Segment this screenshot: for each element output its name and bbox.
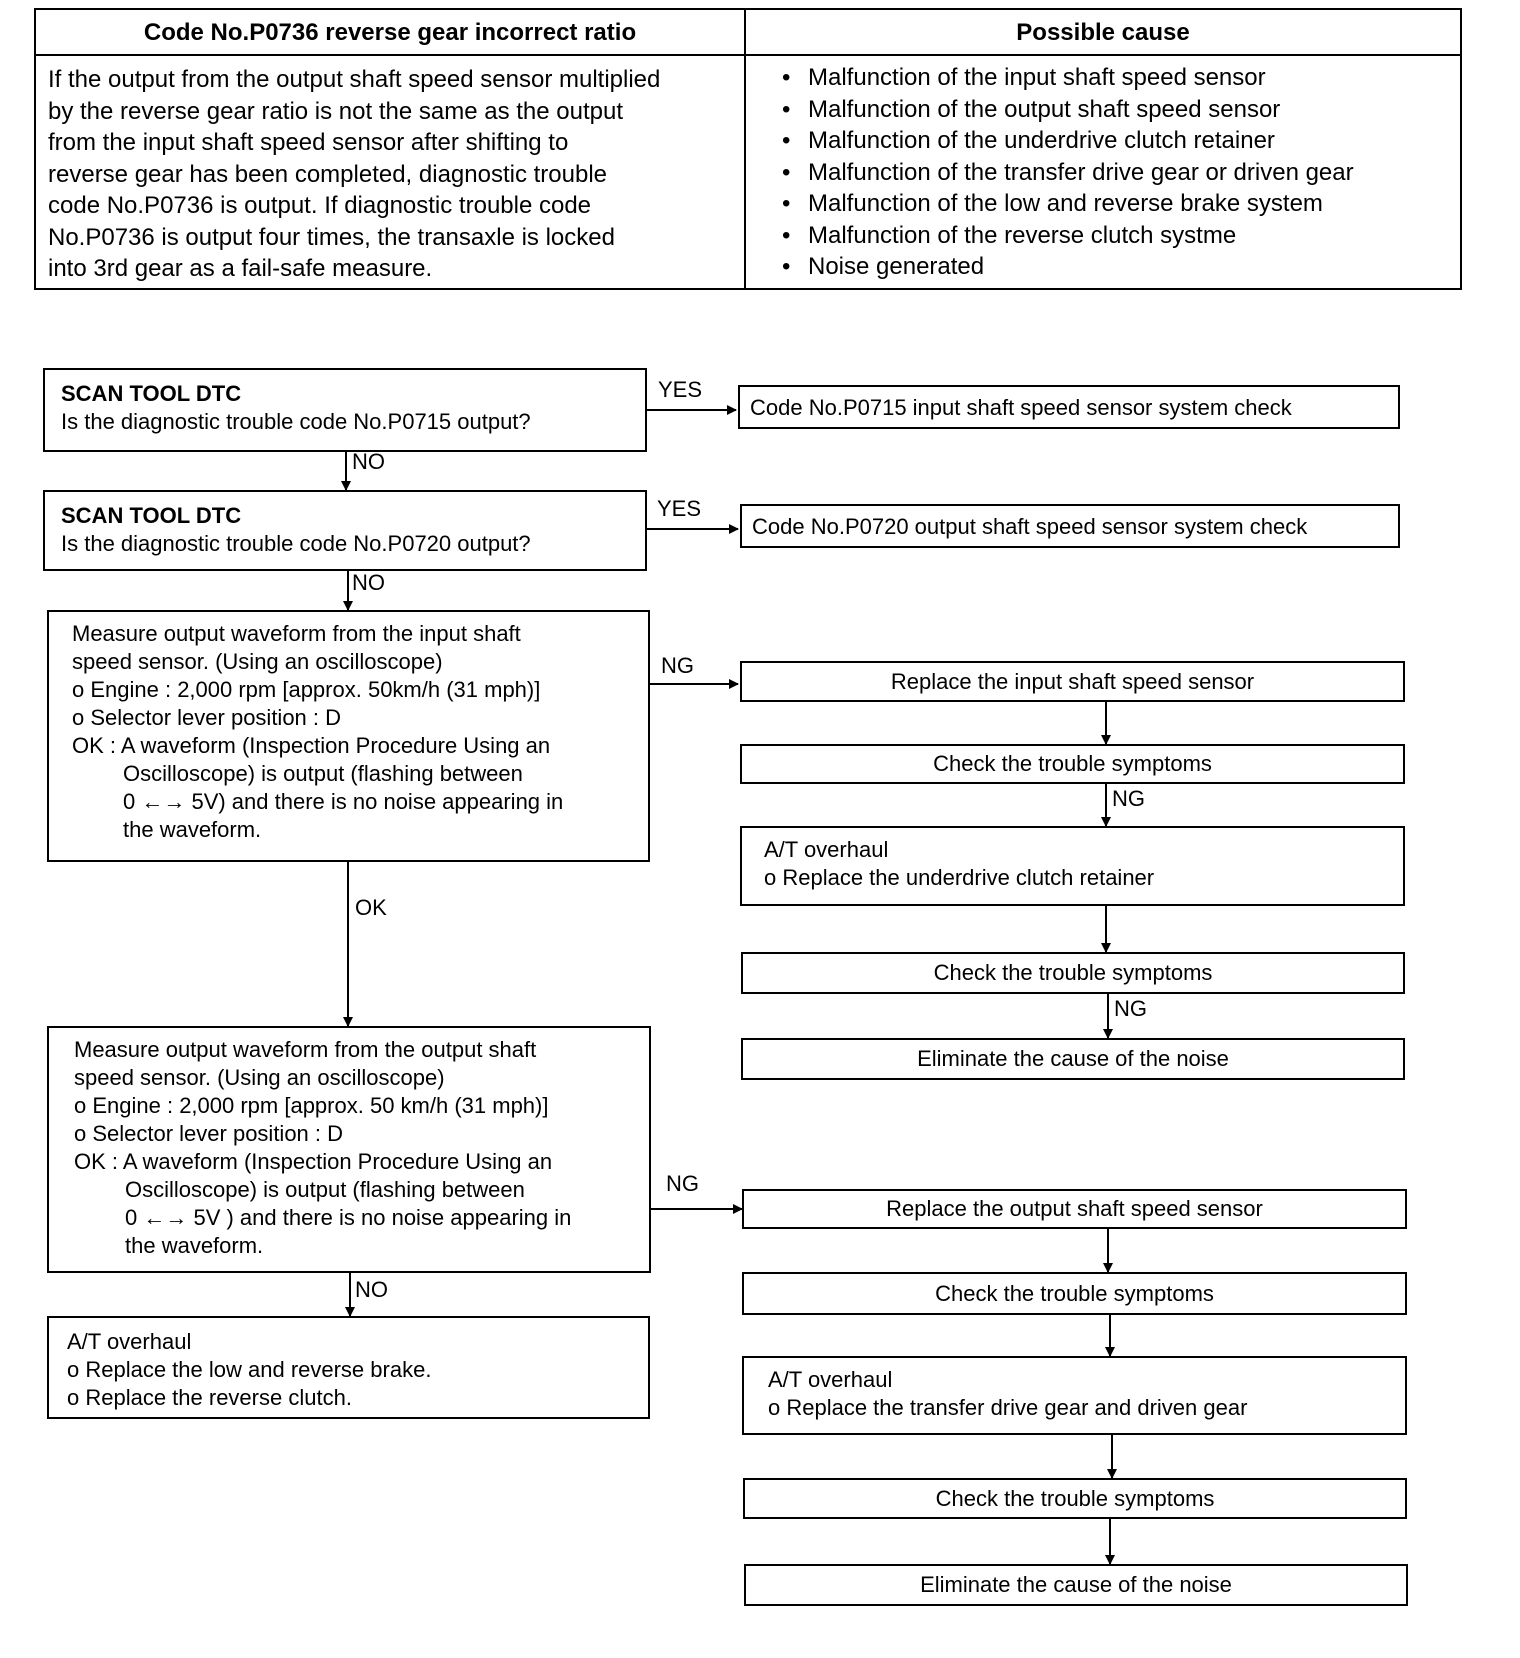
step3-line: o Engine : 2,000 rpm [approx. 50km/h (31 mph)]: [72, 677, 541, 702]
step3-line: OK : A waveform (Inspection Procedure Using an: [72, 733, 551, 758]
overhaul-transfer-box: [742, 1356, 1407, 1435]
yes-label: YES: [658, 377, 703, 402]
cause-item: • Malfunction of the input shaft speed sensor: [782, 62, 1460, 94]
replace-input-sensor-text: Replace the input shaft speed sensor: [890, 668, 1255, 694]
step4-line: o Selector lever position : D: [74, 1121, 344, 1146]
yes-label: YES: [657, 496, 702, 521]
step4-line: the waveform.: [125, 1233, 264, 1258]
p0720-check-text: Code No.P0720 output shaft speed sensor system check: [752, 514, 1308, 539]
ng-label: NG: [1112, 786, 1145, 811]
cause-item: • Malfunction of the low and reverse brake system: [782, 188, 1460, 220]
ok-label: OK: [355, 895, 387, 920]
replace-input-sensor-box: [740, 661, 1405, 702]
step3-box: [47, 610, 650, 862]
step2-box: [43, 490, 647, 571]
check-symptoms-box: [742, 1272, 1407, 1315]
cause-header: Possible cause: [746, 10, 1460, 56]
overhaul-item: o Replace the transfer drive gear and driven gear: [768, 1395, 1248, 1420]
eliminate-noise-text: Eliminate the cause of the noise: [920, 1572, 1232, 1597]
cause-item: • Malfunction of the output shaft speed sensor: [782, 94, 1460, 126]
step4-line: speed sensor. (Using an oscilloscope): [74, 1065, 445, 1090]
replace-output-sensor-box: [742, 1189, 1407, 1229]
code-description: If the output from the output shaft speed sensor multiplied by the reverse gear ratio is not the same as the output from the input shaft speed sensor after shifting to reverse gear has been completed, diagnostic trouble code No.P0736 is output. If diagnostic trouble code No.P0736 is output four times, the transaxle is locked into 3rd gear as a fail-safe measure.: [48, 66, 661, 282]
step3-line: o Selector lever position : D: [72, 705, 342, 730]
step3-line: the waveform.: [123, 817, 262, 842]
step2-question: Is the diagnostic trouble code No.P0720 output?: [61, 531, 531, 556]
check-symptoms-text: Check the trouble symptoms: [935, 1280, 1214, 1306]
no-label: NO: [352, 449, 385, 474]
step3-line: Measure output waveform from the input shaft: [72, 621, 521, 646]
check-symptoms-box: [743, 1478, 1407, 1519]
cause-item: • Noise generated: [782, 251, 1460, 283]
step3-line: 0 ←→ 5V) and there is no noise appearing in: [123, 789, 564, 814]
p0715-check-text: Code No.P0715 input shaft speed sensor system check: [750, 395, 1292, 420]
overhaul-title: A/T overhaul: [764, 837, 889, 862]
overhaul-underdrive-box: [740, 826, 1405, 906]
cause-item: • Malfunction of the reverse clutch systme: [782, 220, 1460, 252]
step1-box: [43, 368, 647, 452]
p0720-check-box: [740, 504, 1400, 548]
step4-box: [47, 1026, 651, 1273]
check-symptoms-box: [740, 744, 1405, 784]
no-label: NO: [355, 1277, 388, 1302]
step3-line: Oscilloscope) is output (flashing between: [123, 761, 523, 786]
ng-label: NG: [661, 653, 694, 678]
eliminate-noise-box: [744, 1564, 1408, 1606]
check-symptoms-text: Check the trouble symptoms: [933, 960, 1213, 985]
step4-line: Oscilloscope) is output (flashing between: [125, 1177, 525, 1202]
step5-box: [47, 1316, 650, 1419]
eliminate-noise-text: Eliminate the cause of the noise: [917, 1046, 1229, 1071]
code-header: Code No.P0736 reverse gear incorrect ratio: [36, 10, 744, 56]
step1-question: Is the diagnostic trouble code No.P0715 output?: [61, 409, 531, 434]
ng-label: NG: [1114, 996, 1147, 1021]
p0715-check-box: [738, 385, 1400, 429]
step3-line: speed sensor. (Using an oscilloscope): [72, 649, 443, 674]
step4-line: 0 ←→ 5V ) and there is no noise appearing in: [125, 1205, 572, 1230]
replace-output-sensor-text: Replace the output shaft speed sensor: [886, 1196, 1263, 1221]
step1-title: SCAN TOOL DTC: [61, 381, 242, 406]
step4-line: OK : A waveform (Inspection Procedure Using an: [74, 1149, 553, 1174]
step2-title: SCAN TOOL DTC: [61, 503, 242, 528]
cause-item: • Malfunction of the transfer drive gear or driven gear: [782, 157, 1460, 189]
no-label: NO: [352, 570, 385, 595]
ng-label: NG: [666, 1171, 699, 1196]
step5-title: A/T overhaul: [67, 1329, 192, 1354]
overhaul-item: o Replace the underdrive clutch retainer: [764, 865, 1155, 890]
check-symptoms-box: [741, 952, 1405, 994]
step4-line: o Engine : 2,000 rpm [approx. 50 km/h (31 mph)]: [74, 1093, 549, 1118]
step5-item: o Replace the reverse clutch.: [67, 1385, 352, 1410]
step4-line: Measure output waveform from the output shaft: [74, 1037, 537, 1062]
cause-item: • Malfunction of the underdrive clutch retainer: [782, 125, 1460, 157]
step5-item: o Replace the low and reverse brake.: [67, 1357, 432, 1382]
eliminate-noise-box: [741, 1038, 1405, 1080]
check-symptoms-text: Check the trouble symptoms: [935, 1485, 1215, 1511]
check-symptoms-text: Check the trouble symptoms: [933, 751, 1212, 776]
overhaul-title: A/T overhaul: [768, 1367, 893, 1392]
